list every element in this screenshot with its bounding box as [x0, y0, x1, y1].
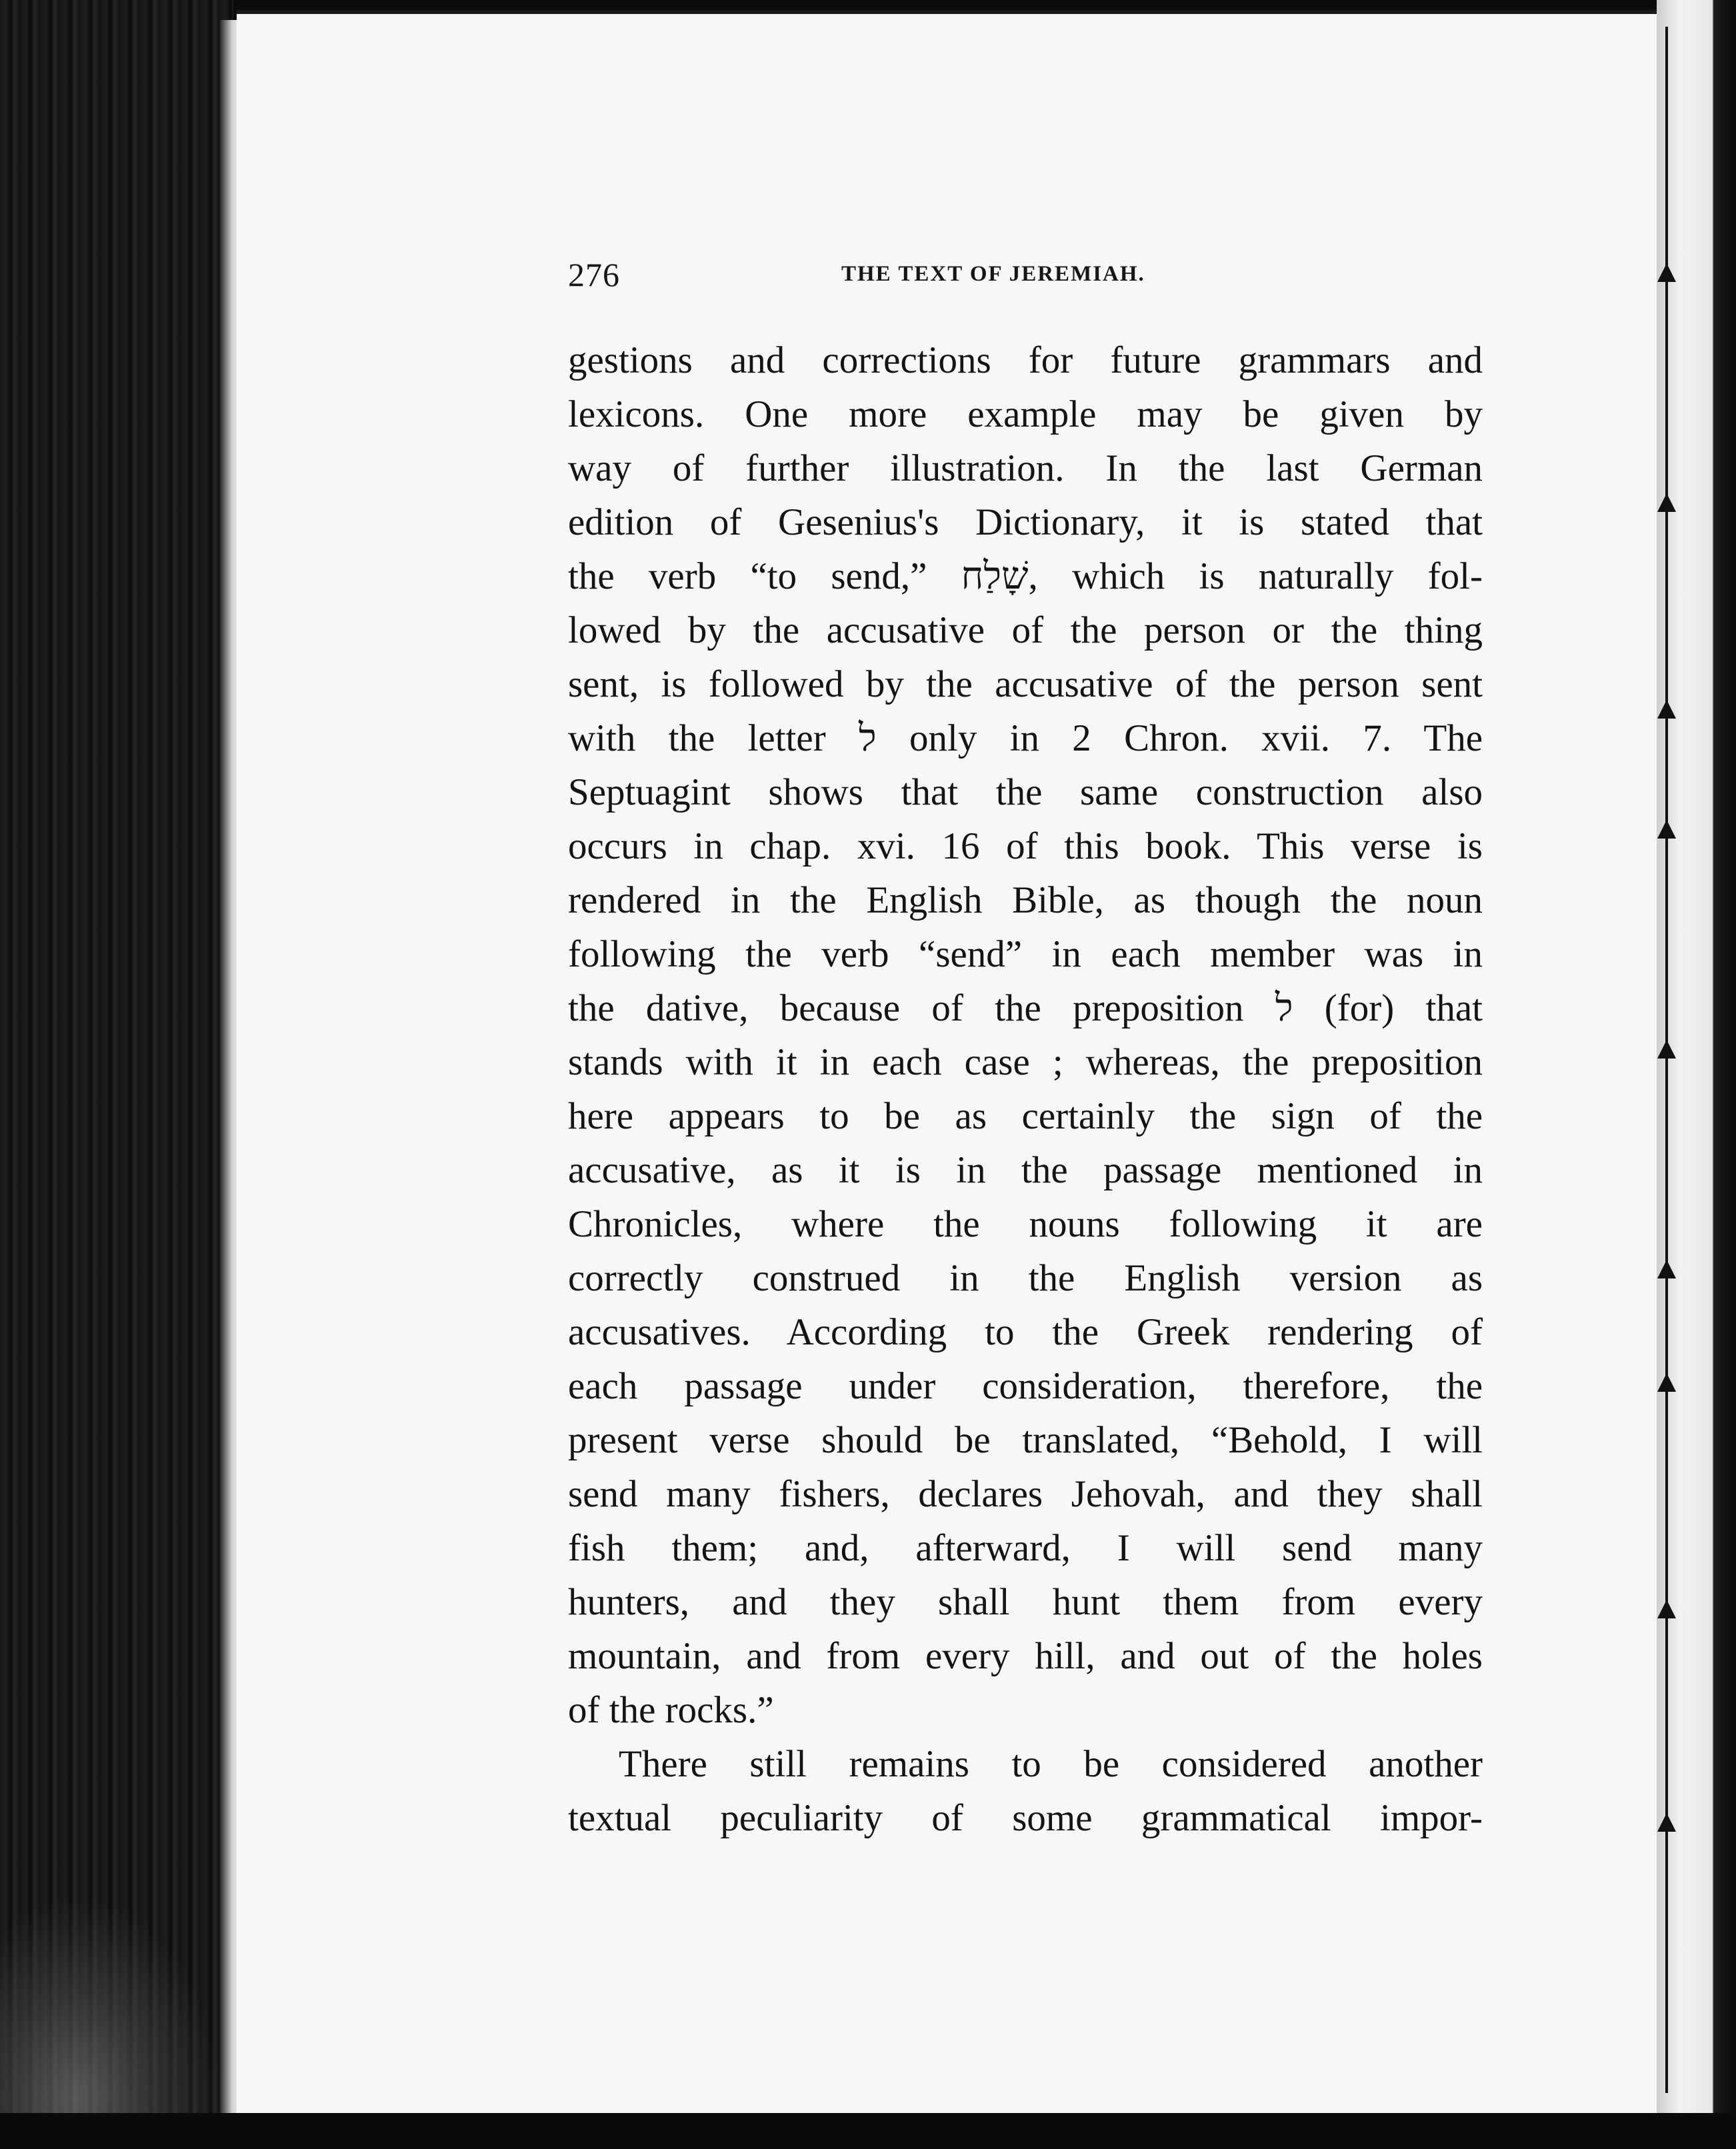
text-line: hunters, and they shall hunt them from every [568, 1581, 1483, 1623]
text-line: present verse should be translated, “Behold, I will [568, 1419, 1483, 1461]
text-line: the verb “to send,” שָׁלַח, which is naturally fol- [568, 555, 1483, 597]
text-line: mountain, and from every hill, and out of the holes [568, 1635, 1483, 1677]
running-header [568, 255, 1481, 295]
text-line: There still remains to be considered another [619, 1743, 1483, 1785]
text-line: accusatives. According to the Greek rendering of [568, 1311, 1483, 1353]
text-line: correctly construed in the English version as [568, 1257, 1483, 1299]
body-text [568, 333, 1483, 1845]
text-line: following the verb “send” in each member was in [568, 933, 1483, 975]
page-number: 276 [568, 256, 620, 293]
text-line: the dative, because of the preposition ל (for) that [568, 987, 1483, 1029]
text-line: lexicons. One more example may be given by [568, 393, 1483, 435]
text-line: occurs in chap. xvi. 16 of this book. This verse is [568, 825, 1483, 867]
text-line: Chronicles, where the nouns following it are [568, 1203, 1483, 1245]
text-line: here appears to be as certainly the sign of the [568, 1095, 1483, 1137]
text-line: each passage under consideration, therefore, the [568, 1365, 1483, 1407]
text-line: of the rocks.” [568, 1689, 774, 1731]
text-line: Septuagint shows that the same construction also [568, 771, 1483, 813]
text-line: lowed by the accusative of the person or the thing [568, 609, 1483, 651]
running-title: THE TEXT OF JEREMIAH. [841, 262, 1145, 286]
binding-wear [0, 1896, 220, 2149]
adjacent-page-rule [1665, 27, 1668, 2093]
text-line: rendered in the English Bible, as though the noun [568, 879, 1483, 921]
text-line: sent, is followed by the accusative of the person sent [568, 663, 1483, 705]
text-line: gestions and corrections for future grammars and [568, 339, 1483, 381]
text-line: way of further illustration. In the last German [568, 447, 1483, 489]
scan-bottom-border [0, 2113, 1736, 2149]
text-line: stands with it in each case ; whereas, the preposition [568, 1041, 1483, 1083]
text-line: send many fishers, declares Jehovah, and they shall [568, 1473, 1483, 1515]
text-line: textual peculiarity of some grammatical impor- [568, 1797, 1483, 1839]
text-line: fish them; and, afterward, I will send many [568, 1527, 1483, 1569]
book-binding [0, 0, 233, 2149]
text-line: with the letter ל only in 2 Chron. xvii. 7. The [568, 717, 1483, 759]
text-line: accusative, as it is in the passage mentioned in [568, 1149, 1483, 1191]
text-line: edition of Gesenius's Dictionary, it is stated that [568, 501, 1483, 543]
